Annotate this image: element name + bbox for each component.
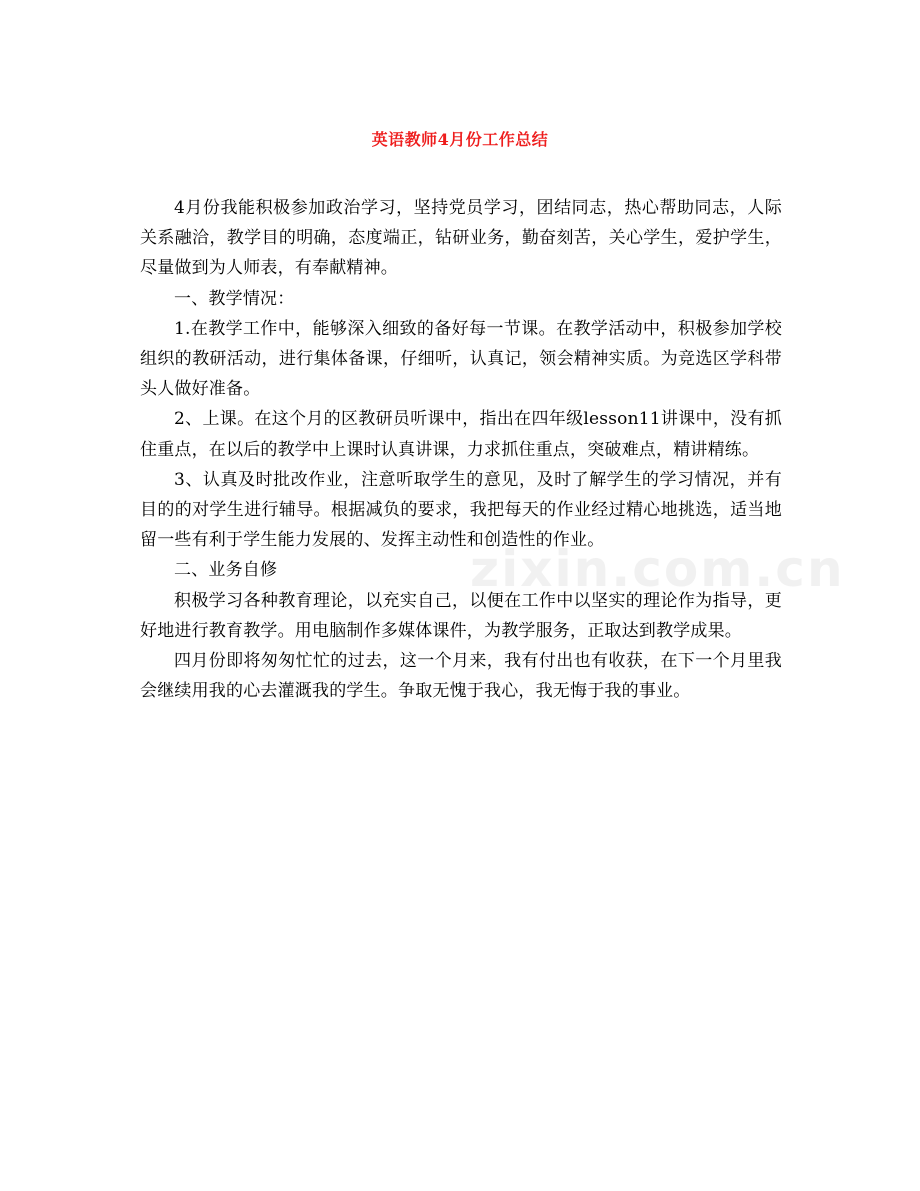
heading-self-study: 二、业务自修: [174, 560, 278, 581]
paragraph-item-2: 2、上课。在这个月的区教研员听课中，指出在四年级lesson11讲课中，没有抓住重点，在以后的教学中上课时认真讲课，力求抓住重点，突破难点，精讲精练。: [140, 409, 782, 460]
paragraph-conclusion: 四月份即将匆匆忙忙的过去，这一个月来，我有付出也有收获，在下一个月里我会继续用我的心去灌溉我的学生。争取无愧于我心，我无悔于我的事业。: [140, 651, 782, 702]
paragraph-intro: 4月份我能积极参加政治学习，坚持党员学习，团结同志，热心帮助同志，人际关系融洽，教学目的明确，态度端正，钻研业务，勤奋刻苦，关心学生，爱护学生，尽量做到为人师表，有奉献精神。: [140, 198, 782, 279]
paragraph-item-1: 1.在教学工作中，能够深入细致的备好每一节课。在教学活动中，积极参加学校组织的教研活动，进行集体备课，仔细听，认真记，领会精神实质。为竞选区学科带头人做好准备。: [140, 318, 782, 400]
document-title: 英语教师4月份工作总结: [371, 130, 549, 149]
document-body: [140, 193, 782, 706]
paragraph-item-3: 3、认真及时批改作业，注意听取学生的意见，及时了解学生的学习情况，并有目的的对学生进行辅导。根据减负的要求，我把每天的作业经过精心地挑选，适当地留一些有利于学生能力发展的、发挥主动性和创造性的作业。: [140, 469, 782, 551]
paragraph-self-study: 积极学习各种教育理论，以充实自己，以便在工作中以坚实的理论作为指导，更好地进行教育教学。用电脑制作多媒体课件，为教学服务，正取达到教学成果。: [140, 590, 782, 641]
watermark: zixin.com.cn: [470, 540, 845, 598]
heading-teaching-situation: 一、教学情况：: [174, 288, 295, 309]
